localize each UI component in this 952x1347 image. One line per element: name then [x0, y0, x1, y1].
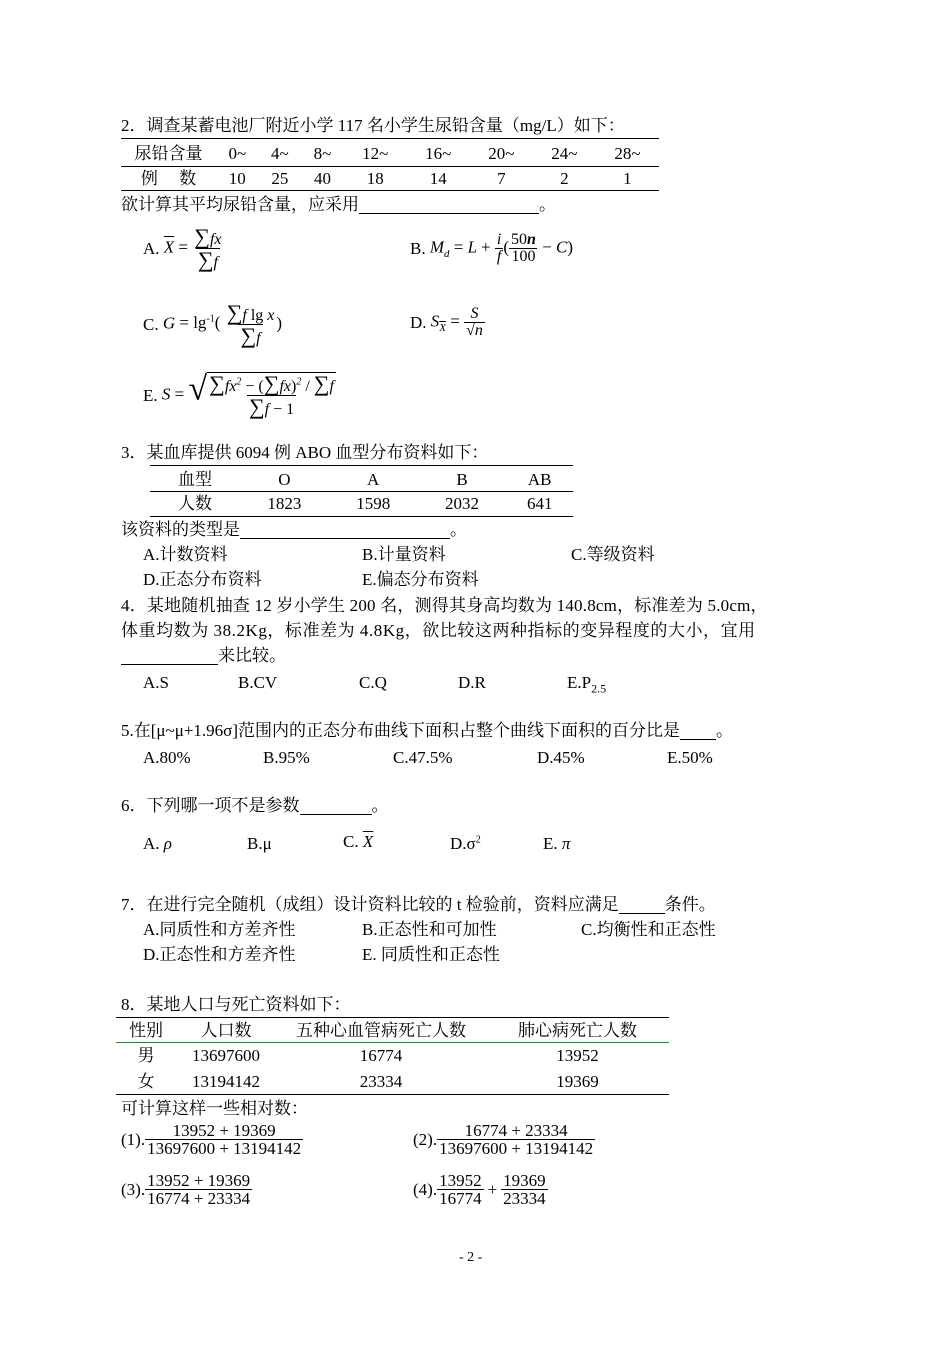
q2-question-end: 。	[539, 195, 556, 214]
q2-option-c	[143, 302, 282, 347]
q8-formula-4-plus: +	[487, 1180, 498, 1199]
q2-cell: 40	[313, 168, 331, 188]
q8-formula-4-denominator-1: 16774	[439, 1189, 482, 1208]
q2-option-e	[143, 372, 336, 418]
q2-cell: 2	[560, 168, 569, 188]
q6-option-e-label: E.	[543, 834, 558, 853]
q5-option-d: D.45%	[537, 748, 585, 767]
q8-formula-4	[413, 1172, 548, 1207]
q2-cell: 7	[497, 168, 506, 188]
q8-table-row	[116, 1042, 669, 1068]
q3-question-end: 。	[450, 520, 467, 539]
q4-line-3-text: 来比较。	[218, 646, 286, 665]
q2-option-a-label: A.	[143, 239, 160, 258]
q2-cell: 例 数	[140, 168, 197, 188]
q7-question-end: 条件。	[664, 895, 716, 914]
q6-option-e	[543, 835, 570, 852]
q2-cell: 25	[271, 168, 289, 188]
squared-symbol: 2	[475, 834, 481, 846]
q8-formula-4-label: (4).	[413, 1180, 438, 1199]
q4-line-2: 体重均数为 38.2Kg，标准差为 4.8Kg，欲比较这两种指标的变异程度的大小，宜用	[121, 621, 756, 640]
q3-option-e: E.偏态分布资料	[362, 570, 479, 589]
q3-cell: A	[367, 469, 380, 489]
q8-cell: 五种心血管病死亡人数	[296, 1021, 466, 1041]
q5-question-text: 5.在[μ~μ+1.96σ]范围内的正态分布曲线下面积占整个曲线下面积的百分比是	[121, 721, 680, 740]
q2-stem: 2．调查某蓄电池厂附近小学 117 名小学生尿铅含量（mg/L）如下：	[121, 116, 625, 135]
q3-table	[150, 468, 573, 515]
q2-table	[121, 142, 659, 190]
q8-formula-2-denominator: 13697600 + 13194142	[439, 1139, 594, 1158]
q4-line-1: 4．某地随机抽查 12 岁小学生 200 名，测得其身高均数为 140.8cm，标准差为 5.0cm，	[121, 596, 768, 615]
q3-cell: O	[278, 469, 291, 489]
q2-option-d-label: D.	[410, 313, 427, 332]
q3-table-header	[150, 468, 573, 491]
q8-cell: 肺心病死亡人数	[518, 1021, 637, 1041]
q8-cell: 性别	[129, 1021, 163, 1041]
q2-cell: 0~	[228, 144, 247, 164]
q2-cell: 24~	[551, 144, 578, 164]
q4-option-e	[567, 674, 606, 694]
q5-question	[121, 722, 733, 740]
q8-cell: 男	[137, 1045, 155, 1065]
q3-table-row	[150, 491, 573, 515]
q2-cell: 8~	[313, 144, 332, 164]
q2-cell: 10	[228, 168, 246, 188]
q6-question-end: 。	[371, 796, 389, 815]
q8-formula-3	[121, 1172, 252, 1207]
q2-option-e-label: E.	[143, 385, 158, 405]
q4-option-e-text: E.P	[567, 673, 592, 692]
q6-option-b: B.μ	[247, 834, 272, 853]
q3-table-top-rule	[150, 465, 573, 466]
q2-option-d-formula: $S_{\overline{X}}$ = $\frac{S}{√n}$	[426, 305, 483, 339]
q5-question-end: 。	[716, 721, 733, 740]
q2-option-c-formula: $G = \lg^{-1}$( $\frac{\text{∑f lg x}}{\sum f}$ )	[158, 300, 283, 348]
q8-table-row	[116, 1068, 669, 1094]
q3-question-text: 该资料的类型是	[121, 520, 240, 539]
q6-question-text: 6．下列哪一项不是参数	[121, 796, 300, 815]
pi-symbol: π	[557, 834, 571, 853]
q8-formula-3-label: (3).	[121, 1180, 146, 1199]
q8-cell: 女	[137, 1071, 155, 1091]
q8-cell: 19369	[556, 1071, 599, 1091]
q7-option-e: E. 同质性和正态性	[362, 945, 500, 964]
q5-option-b: B.95%	[263, 748, 310, 767]
q6-option-c	[343, 833, 373, 850]
x-bar-symbol: $\overline{X}$	[362, 832, 374, 851]
q8-formula-3-denominator: 16774 + 23334	[147, 1189, 251, 1208]
q2-table-row-1	[121, 142, 659, 166]
q2-option-a	[143, 226, 224, 271]
q5-answer-blank	[680, 722, 716, 740]
q4-answer-blank	[121, 647, 218, 665]
q2-cell: 18	[366, 168, 384, 188]
q7-question	[121, 896, 716, 914]
q8-formula-4-fraction-2	[501, 1172, 548, 1207]
q3-option-a: A.计数资料	[143, 545, 228, 564]
q8-cell: 13194142	[192, 1071, 260, 1091]
q3-table-bottom-rule	[150, 516, 573, 517]
q3-cell: B	[456, 469, 468, 489]
q3-question	[121, 521, 467, 539]
q2-option-c-label: C.	[143, 315, 159, 334]
q5-option-a: A.80%	[143, 748, 191, 767]
q2-cell: 尿铅含量	[134, 144, 203, 164]
q5-option-c: C.47.5%	[393, 748, 453, 767]
q4-line-3	[121, 647, 286, 665]
q8-formula-4-fraction-1	[437, 1172, 484, 1207]
q3-cell: AB	[527, 469, 552, 489]
q3-cell: 血型	[178, 469, 212, 489]
q6-option-c-label: C.	[343, 832, 359, 851]
q2-table-row-2	[121, 166, 659, 190]
q8-cell: 16774	[359, 1045, 403, 1065]
q8-formula-1-denominator: 13697600 + 13194142	[147, 1139, 302, 1158]
q2-option-b-formula: $M_d = L$ + $\frac{i}{f}$ ( $\frac{50n}{100}$ − C)	[425, 231, 573, 265]
q2-option-b-label: B.	[410, 239, 426, 258]
q8-cell: 23334	[359, 1071, 403, 1091]
q2-option-a-formula: $\overline{X}$ = $\frac{\sum fx}{\sum f}$	[163, 224, 222, 272]
q3-cell: 1823	[267, 493, 302, 513]
q7-option-a: A.同质性和方差齐性	[143, 920, 296, 939]
q6-option-a	[143, 835, 172, 852]
q3-answer-blank	[240, 521, 450, 539]
q8-formula-1-numerator: 13952 + 19369	[172, 1121, 276, 1140]
q7-question-text: 7．在进行完全随机（成组）设计资料比较的 t 检验前，资料应满足	[121, 895, 619, 914]
q3-option-b: B.计量资料	[362, 545, 446, 564]
q2-question	[121, 196, 556, 214]
q3-cell: 2032	[444, 493, 479, 513]
q6-option-d	[450, 835, 481, 852]
q8-stem: 8．某地人口与死亡资料如下：	[121, 995, 351, 1014]
q5-option-e: E.50%	[667, 748, 713, 767]
q8-cell: 13952	[556, 1045, 599, 1065]
q8-formula-3-numerator: 13952 + 19369	[147, 1171, 251, 1190]
q3-cell: 641	[526, 493, 553, 513]
q8-after-text: 可计算这样一些相对数：	[121, 1099, 308, 1118]
q7-option-c: C.均衡性和正态性	[581, 920, 716, 939]
q2-cell: 20~	[488, 144, 515, 164]
page-number: - 2 -	[459, 1250, 483, 1265]
q6-question	[121, 797, 389, 815]
q8-formula-1-label: (1).	[121, 1130, 146, 1149]
q6-option-d-label: D.σ	[450, 834, 476, 853]
q4-option-b: B.CV	[238, 673, 278, 692]
q8-formula-2-label: (2).	[413, 1130, 438, 1149]
q8-table	[116, 1020, 669, 1094]
q3-option-d: D.正态分布资料	[143, 570, 262, 589]
q2-cell: 4~	[271, 144, 289, 164]
q8-table-bottom-rule	[116, 1094, 669, 1095]
rho-symbol: ρ	[159, 834, 172, 853]
q8-formula-1	[121, 1122, 303, 1157]
q8-formula-3-fraction	[145, 1172, 252, 1207]
q3-cell: 人数	[178, 493, 212, 513]
q3-cell: 1598	[356, 493, 391, 513]
q8-formula-4-denominator-2: 23334	[503, 1189, 546, 1208]
q8-formula-2	[413, 1122, 595, 1157]
q7-option-b: B.正态性和可加性	[362, 920, 497, 939]
q8-formula-4-numerator-2: 19369	[503, 1171, 546, 1190]
q3-stem: 3．某血库提供 6094 例 ABO 血型分布资料如下：	[121, 443, 489, 462]
q7-answer-blank	[619, 896, 665, 914]
q2-option-d	[410, 306, 485, 339]
q4-option-c: C.Q	[359, 673, 387, 692]
q2-cell: 28~	[614, 144, 641, 164]
q8-formula-2-fraction	[437, 1122, 595, 1157]
q2-cell: 14	[429, 168, 447, 188]
q2-cell: 12~	[362, 144, 389, 164]
q8-formula-4-numerator-1: 13952	[439, 1171, 482, 1190]
q2-option-b	[410, 232, 573, 265]
q2-option-e-formula: S = √ $\frac{\sum fx^2 - (\sum fx)^2 / \sum f}{\sum f - 1}$	[157, 370, 334, 419]
q8-table-top-rule	[116, 1017, 669, 1018]
q2-table-bottom-rule	[121, 190, 659, 191]
q6-answer-blank	[300, 797, 372, 815]
q2-question-text: 欲计算其平均尿铅含量，应采用	[121, 195, 359, 214]
q4-option-d: D.R	[458, 673, 486, 692]
q2-table-top-rule	[121, 138, 659, 139]
q6-option-a-label: A.	[143, 834, 160, 853]
q8-table-header	[116, 1020, 669, 1042]
q2-cell: 16~	[425, 144, 452, 164]
q2-answer-blank	[359, 196, 539, 214]
q2-cell: 1	[623, 168, 632, 188]
q8-cell: 13697600	[192, 1045, 260, 1065]
q4-option-a: A.S	[143, 673, 169, 692]
q8-formula-1-fraction	[145, 1122, 303, 1157]
q3-option-c: C.等级资料	[571, 545, 655, 564]
q8-formula-2-numerator: 16774 + 23334	[464, 1121, 568, 1140]
q8-cell: 人口数	[200, 1021, 252, 1041]
q7-option-d: D.正态性和方差齐性	[143, 945, 296, 964]
q4-option-e-subscript: 2.5	[591, 681, 607, 696]
